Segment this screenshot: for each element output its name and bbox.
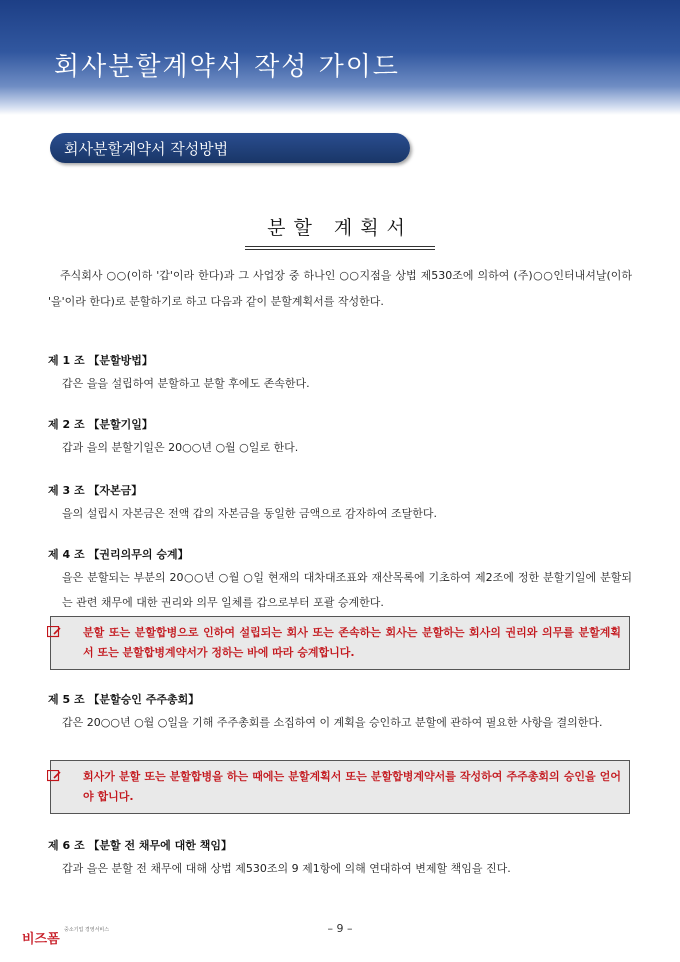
memo-icon [65,769,79,781]
article-2 [48,415,632,460]
article-heading: 제 5 조 【분할승인 주주총회】 [48,693,200,706]
header-banner [0,0,680,115]
section-heading [50,133,410,163]
note-box-2 [50,760,630,814]
page-title: 회사분할계약서 작성 가이드 [54,52,400,82]
article-body: 갑과 을의 분할기일은 20○○년 ○월 ○일로 한다. [62,441,299,454]
article-6 [48,836,632,881]
article-heading: 제 4 조 【권리의무의 승계】 [48,548,189,561]
article-body: 갑은 20○○년 ○월 ○일을 기해 주주총회를 소집하여 이 계획을 승인하고 분할에 관하여 필요한 사항을 결의한다. [62,716,603,729]
article-heading: 제 6 조 【분할 전 채무에 대한 책임】 [48,839,232,852]
memo-icon [65,625,79,637]
article-body: 을의 설립시 자본금은 전액 갑의 자본금을 동일한 금액으로 감자하여 조달한다. [62,507,437,520]
logo-subtitle: 중소기업 경영서비스 [64,927,110,933]
article-4 [48,545,632,615]
article-3 [48,481,632,526]
intro-paragraph: 주식회사 ○○(이하 '갑'이라 한다)과 그 사업장 중 하나인 ○○지점을 상법 제530조에 의하여 (주)○○인터내셔날(이하 '을'이라 한다)로 분할하기로 하고 다음과 같이 분할계획서를 작성한다. [48,269,632,308]
article-heading: 제 2 조 【분할기일】 [48,418,153,431]
article-body: 갑과 을은 분할 전 채무에 대해 상법 제530조의 9 제1항에 의해 연대하여 변제할 책임을 진다. [62,862,511,875]
article-body: 을은 분할되는 부분의 20○○년 ○월 ○일 현재의 대차대조표와 재산목록에 기초하여 제2조에 정한 분할기일에 분할되는 관련 채무에 대한 권리와 의무 일체를 갑으로부터 포괄 승계한다. [62,571,632,609]
article-heading: 제 3 조 【자본금】 [48,484,143,497]
document-title: 분할 계획서 [245,213,435,247]
article-5 [48,690,632,735]
note-box-1 [50,616,630,670]
article-heading: 제 1 조 【분할방법】 [48,354,153,367]
page-number: – 9 – [327,922,353,935]
article-body: 갑은 을을 설립하여 분할하고 분할 후에도 존속한다. [62,377,310,390]
article-1 [48,351,632,396]
logo-name: 비즈폼 [22,932,60,947]
note-text: 회사가 분할 또는 분할합병을 하는 때에는 분할계획서 또는 분할합병계약서를 작성하여 주주총회의 승인을 얻어야 합니다. [83,770,621,803]
note-text: 분할 또는 분할합병으로 인하여 설립되는 회사 또는 존속하는 회사는 분할하는 회사의 권리와 의무를 분할계획서 또는 분할합병계약서가 정하는 바에 따라 승계합니다. [83,626,621,659]
section-heading-label: 회사분할계약서 작성방법 [64,140,229,158]
